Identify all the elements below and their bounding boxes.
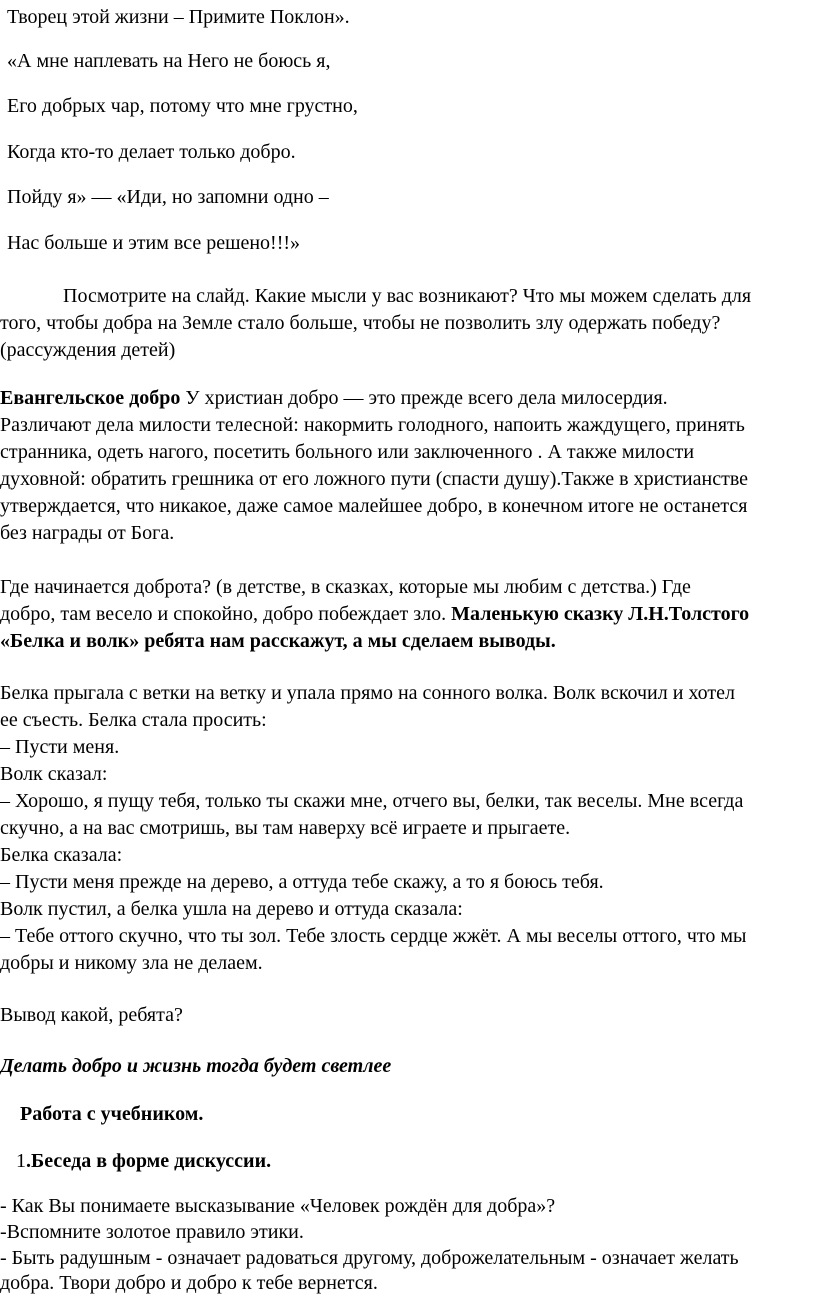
discussion-item: добра. Твори добро и добро к тебе вернется. bbox=[0, 1272, 378, 1294]
gospel-paragraph-line: без награды от Бога. bbox=[0, 522, 175, 544]
story-line: добры и никому зла не делаем. bbox=[0, 952, 263, 974]
slide-paragraph-line: того, чтобы добра на Земле стало больше, чтобы не позволить злу одержать победу? bbox=[0, 312, 721, 334]
conclusion-line: Делать добро и жизнь тогда будет светлее bbox=[0, 1055, 392, 1077]
gospel-paragraph-line: Различают дела милости телесной: накормить голодного, напоить жаждущего, принять bbox=[0, 414, 745, 436]
story-line: Волк сказал: bbox=[0, 763, 108, 785]
poem-line: Когда кто-то делает только добро. bbox=[7, 141, 296, 163]
poem-line: Нас больше и этим все решено!!!» bbox=[7, 232, 301, 254]
gospel-paragraph-first-line bbox=[0, 385, 668, 411]
kindness-bold-text: Маленькую сказку Л.Н.Толстого bbox=[451, 603, 750, 625]
gospel-paragraph-line: странника, одеть нагого, посетить больного или заключенного . А также милости bbox=[0, 441, 695, 463]
story-line: – Пусти меня. bbox=[0, 736, 120, 758]
story-line: – Пусти меня прежде на дерево, а оттуда тебе скажу, а то я боюсь тебя. bbox=[0, 871, 604, 893]
story-line: Белка сказала: bbox=[0, 844, 123, 866]
discussion-item: -Вспомните золотое правило этики. bbox=[0, 1221, 304, 1243]
slide-paragraph-line: Посмотрите на слайд. Какие мысли у вас возникают? Что мы можем сделать для bbox=[63, 285, 752, 307]
discussion-item: - Как Вы понимаете высказывание «Человек рождён для добра»? bbox=[0, 1195, 556, 1217]
slide-paragraph-line: (рассуждения детей) bbox=[0, 339, 176, 361]
discussion-title: .Беседа в форме дискуссии. bbox=[26, 1150, 272, 1172]
story-line: – Хорошо, я пущу тебя, только ты скажи мне, отчего вы, белки, так веселы. Мне всегда bbox=[0, 790, 744, 812]
poem-line: Пойду я» — «Иди, но запомни одно – bbox=[7, 186, 329, 208]
poem-line: «А мне наплевать на Него не боюсь я, bbox=[7, 50, 331, 72]
kindness-paragraph-line bbox=[0, 601, 749, 627]
discussion-item: - Быть радушным - означает радоваться другому, доброжелательным - означает желать bbox=[0, 1247, 739, 1269]
gospel-paragraph-line: духовной: обратить грешника от его ложного пути (спасти душу).Также в христианстве bbox=[0, 468, 749, 490]
poem-line: Его добрых чар, потому что мне грустно, bbox=[7, 95, 358, 117]
story-line: – Тебе оттого скучно, что ты зол. Тебе злость сердце жжёт. А мы веселы оттого, что мы bbox=[0, 925, 747, 947]
gospel-heading: Евангельское добро bbox=[0, 387, 181, 409]
discussion-number: 1 bbox=[16, 1150, 26, 1172]
kindness-bold-line: «Белка и волк» ребята нам расскажут, а мы сделаем выводы. bbox=[0, 630, 556, 652]
question-line: Вывод какой, ребята? bbox=[0, 1004, 183, 1026]
kindness-paragraph-line: Где начинается доброта? (в детстве, в сказках, которые мы любим с детства.) Где bbox=[0, 576, 691, 598]
discussion-heading bbox=[16, 1148, 271, 1174]
story-line: Волк пустил, а белка ушла на дерево и оттуда сказала: bbox=[0, 898, 463, 920]
textbook-heading: Работа с учебником. bbox=[20, 1103, 204, 1125]
story-line: ее съесть. Белка стала просить: bbox=[0, 709, 267, 731]
story-line: скучно, а на вас смотришь, вы там наверху всё играете и прыгаете. bbox=[0, 817, 571, 839]
kindness-plain-text: добро, там весело и спокойно, добро побеждает зло. bbox=[0, 603, 452, 625]
story-line: Белка прыгала с ветки на ветку и упала прямо на сонного волка. Волк вскочил и хотел bbox=[0, 682, 736, 704]
gospel-intro-text: У христиан добро — это прежде всего дела милосердия. bbox=[180, 387, 668, 409]
poem-line: Творец этой жизни – Примите Поклон». bbox=[7, 6, 350, 28]
gospel-paragraph-line: утверждается, что никакое, даже самое малейшее добро, в конечном итоге не останется bbox=[0, 495, 748, 517]
